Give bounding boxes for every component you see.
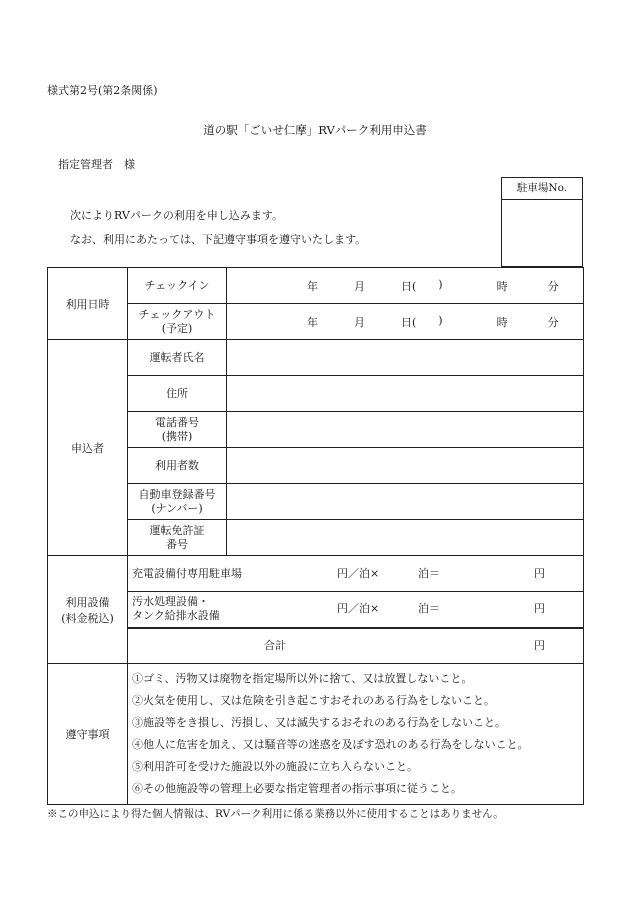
- waste-rate-unit: 円／泊×: [337, 602, 380, 616]
- checkout-year-unit: 年: [307, 315, 318, 329]
- license-label-line1: 運転免許証: [149, 523, 205, 537]
- driver-name-label: 運転者氏名: [128, 340, 227, 376]
- facilities-label: [48, 556, 128, 664]
- num-users-label: 利用者数: [128, 448, 227, 484]
- checkout-hour-unit: 時: [496, 315, 508, 329]
- driver-name-row: [48, 340, 584, 376]
- ev-parking-nights-unit: 泊＝: [418, 566, 440, 580]
- checkout-label-line2: (予定): [161, 321, 193, 335]
- applicant-label: 申込者: [48, 340, 128, 556]
- checkout-month-unit: 月: [354, 315, 365, 329]
- intro-line-2: なお、利用にあたっては、下記遵守事項を遵守いたします。: [70, 233, 367, 246]
- waste-facility-line[interactable]: [128, 592, 584, 628]
- checkin-label: チェックイン: [128, 268, 227, 304]
- driver-name-field[interactable]: [227, 340, 584, 376]
- checkout-field[interactable]: [227, 304, 584, 340]
- phone-field[interactable]: [227, 412, 584, 448]
- addressee: 指定管理者 様: [58, 158, 135, 171]
- num-users-row: [48, 448, 584, 484]
- rules-row: [48, 664, 584, 805]
- rule-item-1: ①ゴミ、汚物又は廃物を指定場所以外に捨て、又は放置しないこと。: [132, 672, 473, 685]
- phone-label-line2: (携帯): [161, 429, 193, 443]
- page-title: 道の駅「ごいせ仁摩」RVパーク利用申込書: [203, 123, 427, 137]
- checkin-weekday-close: ): [438, 277, 443, 291]
- vehicle-label-line2: (ナンバー): [151, 501, 203, 515]
- rules-label: 遵守事項: [48, 664, 128, 805]
- checkin-month-unit: 月: [354, 279, 365, 293]
- rule-item-2: ②火気を使用し、又は危険を引き起こすおそれのある行為をしないこと。: [132, 694, 495, 707]
- address-label: 住所: [128, 376, 227, 412]
- vehicle-label-line1: 自動車登録番号: [138, 487, 216, 501]
- application-table: [47, 267, 584, 805]
- license-label: [128, 520, 227, 556]
- total-line[interactable]: [128, 628, 584, 664]
- license-field[interactable]: [227, 520, 584, 556]
- checkin-minute-unit: 分: [547, 279, 559, 293]
- rule-item-3: ③施設等をき損し、汚損し、又は滅失するおそれのある行為をしないこと。: [132, 716, 506, 729]
- checkout-weekday-close: ): [438, 313, 443, 327]
- checkin-field[interactable]: [227, 268, 584, 304]
- checkout-label: [128, 304, 227, 340]
- parking-no-label: 駐車場No.: [502, 178, 582, 200]
- checkout-minute-unit: 分: [547, 315, 559, 329]
- address-field[interactable]: [227, 376, 584, 412]
- usage-date-label: 利用日時: [48, 268, 128, 340]
- facilities-label-line1: 利用設備: [65, 595, 110, 609]
- vehicle-number-field[interactable]: [227, 484, 584, 520]
- address-row: [48, 376, 584, 412]
- form-number: 様式第2号(第2条関係): [47, 84, 158, 97]
- checkin-year-unit: 年: [307, 279, 318, 293]
- total-label: 合計: [264, 638, 286, 652]
- checkout-day-unit: 日(: [401, 315, 417, 329]
- license-label-line2: 番号: [166, 537, 188, 551]
- vehicle-number-label: [128, 484, 227, 520]
- rule-item-6: ⑥その他施設等の管理上必要な指定管理者の指示事項に従うこと。: [132, 782, 462, 795]
- phone-row: [48, 412, 584, 448]
- waste-yen-unit: 円: [534, 602, 545, 616]
- phone-label: [128, 412, 227, 448]
- total-yen-unit: 円: [534, 638, 545, 652]
- ev-parking-yen-unit: 円: [534, 566, 545, 580]
- checkout-row: [48, 304, 584, 340]
- waste-nights-unit: 泊＝: [418, 602, 440, 616]
- checkin-row: [48, 268, 584, 304]
- total-row: [48, 628, 584, 664]
- checkin-hour-unit: 時: [496, 279, 508, 293]
- privacy-footnote: ※この申込により得た個人情報は、RVパーク利用に係る業務以外に使用することはありません。: [47, 808, 504, 820]
- waste-label-line1: 汚水処理設備・: [132, 595, 209, 609]
- facilities-label-line2: (料金税込): [61, 611, 114, 625]
- rules-list: [128, 664, 584, 805]
- rule-item-4: ④他人に危害を加え、又は騒音等の迷惑を及ぼす恐れのある行為をしないこと。: [132, 738, 529, 751]
- checkout-label-line1: チェックアウト: [138, 307, 216, 321]
- license-row: [48, 520, 584, 556]
- ev-parking-row: [48, 556, 584, 592]
- ev-parking-rate-unit: 円／泊×: [337, 566, 380, 580]
- parking-no-box[interactable]: [501, 177, 583, 267]
- waste-facility-label: [132, 595, 337, 623]
- ev-parking-line[interactable]: [128, 556, 584, 592]
- waste-facility-row: [48, 592, 584, 628]
- phone-label-line1: 電話番号: [155, 415, 199, 429]
- intro-line-1: 次によりRVパークの利用を申し込みます。: [70, 209, 283, 222]
- rule-item-5: ⑤利用許可を受けた施設以外の施設に立ち入らないこと。: [132, 760, 418, 773]
- checkin-day-unit: 日(: [401, 279, 417, 293]
- num-users-field[interactable]: [227, 448, 584, 484]
- waste-label-line2: タンク給排水設備: [132, 609, 220, 623]
- ev-parking-label: 充電設備付専用駐車場: [132, 566, 242, 580]
- vehicle-number-row: [48, 484, 584, 520]
